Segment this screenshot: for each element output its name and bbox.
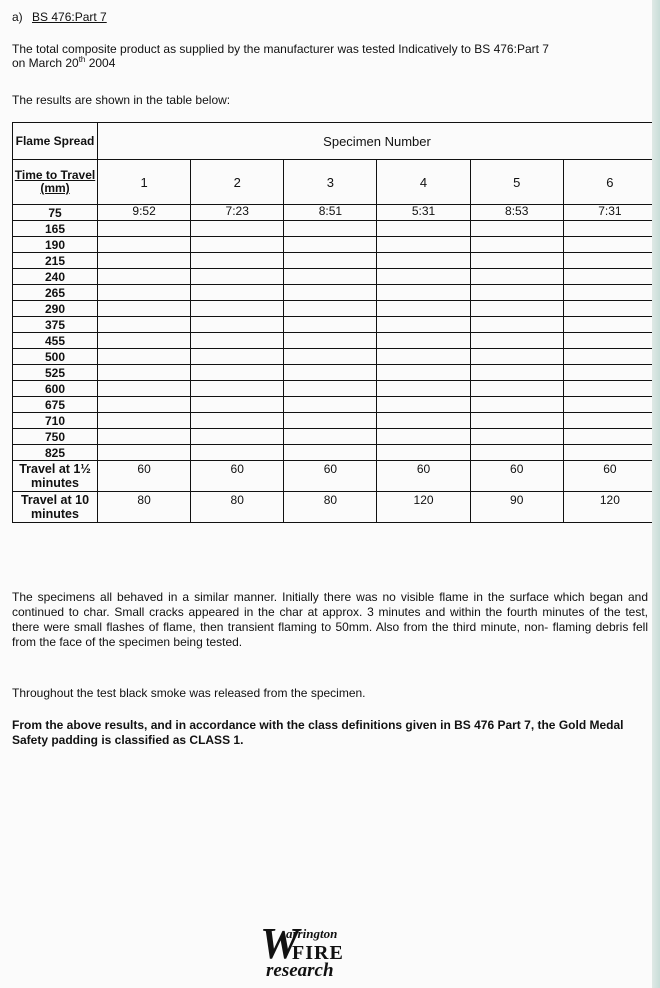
time-value-cell	[470, 269, 563, 285]
observations-paragraph: The specimens all behaved in a similar manner. Initially there was no visible flame in the surface which began and continued to char. Small cracks appeared in the char at approx. 3 minutes and within the fourth minutes of the test, there were small flashes of flame, then transient flaming to 50mm. Also from the third minute, non- flaming debris fell from the face of the specimen being tested.	[12, 590, 648, 649]
time-value-cell	[284, 269, 377, 285]
section-reference: BS 476:Part 7	[32, 10, 107, 24]
summary-value-cell: 80	[284, 492, 377, 523]
time-value-cell	[284, 317, 377, 333]
summary-label-cell: Travel at 1½ minutes	[13, 461, 98, 492]
intro-date-suffix: 2004	[85, 56, 116, 70]
logo-arrington: arrington	[286, 926, 338, 941]
classification-paragraph: From the above results, and in accordance with the class definitions given in BS 476 Part 7, the Gold Medal Safety padding is classified as CLASS 1.	[12, 718, 624, 747]
time-value-cell	[284, 221, 377, 237]
table-row	[13, 317, 657, 333]
table-row	[13, 301, 657, 317]
distance-cell: 190	[13, 237, 98, 253]
time-value-cell: 8:51	[284, 205, 377, 221]
time-value-cell	[191, 301, 284, 317]
time-value-cell: 9:52	[98, 205, 191, 221]
time-value-cell	[563, 365, 656, 381]
time-value-cell	[470, 333, 563, 349]
specimen-number-cell: 4	[377, 160, 470, 205]
time-value-cell	[470, 221, 563, 237]
logo-w: W	[260, 919, 300, 968]
specimen-number-cell: 1	[98, 160, 191, 205]
time-value-cell: 5:31	[377, 205, 470, 221]
time-value-cell	[98, 349, 191, 365]
table-row	[13, 397, 657, 413]
time-value-cell	[284, 397, 377, 413]
logo-fire: FIRE	[292, 942, 344, 964]
time-value-cell	[377, 253, 470, 269]
distance-cell: 710	[13, 413, 98, 429]
time-value-cell	[284, 237, 377, 253]
time-value-cell	[563, 317, 656, 333]
time-value-cell	[563, 285, 656, 301]
time-value-cell	[191, 413, 284, 429]
time-value-cell	[191, 349, 284, 365]
table-header-row	[13, 123, 657, 160]
distance-cell: 750	[13, 429, 98, 445]
time-value-cell: 7:31	[563, 205, 656, 221]
time-value-cell	[98, 317, 191, 333]
table-row	[13, 333, 657, 349]
time-value-cell	[563, 445, 656, 461]
section-label: a)	[12, 10, 23, 24]
distance-cell: 165	[13, 221, 98, 237]
distance-cell: 240	[13, 269, 98, 285]
time-value-cell	[191, 237, 284, 253]
table-row	[13, 365, 657, 381]
time-value-cell	[284, 349, 377, 365]
time-value-cell	[284, 301, 377, 317]
time-value-cell	[98, 333, 191, 349]
time-value-cell	[470, 349, 563, 365]
warrington-fire-research-logo	[258, 919, 380, 982]
time-value-cell	[191, 397, 284, 413]
time-value-cell	[377, 285, 470, 301]
section-heading	[12, 10, 107, 24]
time-value-cell	[191, 253, 284, 269]
time-value-cell	[563, 221, 656, 237]
table-row	[13, 285, 657, 301]
time-value-cell	[98, 285, 191, 301]
time-value-cell	[191, 365, 284, 381]
time-value-cell: 8:53	[470, 205, 563, 221]
time-value-cell	[98, 253, 191, 269]
time-value-cell	[98, 221, 191, 237]
flame-spread-header: Flame Spread	[13, 123, 98, 160]
time-value-cell	[563, 253, 656, 269]
table-row	[13, 429, 657, 445]
table-row	[13, 269, 657, 285]
distance-cell: 825	[13, 445, 98, 461]
specimen-number-row	[13, 160, 657, 205]
summary-value-cell: 60	[191, 461, 284, 492]
time-value-cell	[191, 221, 284, 237]
summary-value-cell: 80	[98, 492, 191, 523]
time-value-cell	[563, 413, 656, 429]
smoke-paragraph: Throughout the test black smoke was released from the specimen.	[12, 686, 366, 700]
time-value-cell	[470, 317, 563, 333]
distance-cell: 375	[13, 317, 98, 333]
table-row	[13, 349, 657, 365]
logo-research: research	[266, 960, 334, 981]
time-value-cell	[377, 397, 470, 413]
time-value-cell	[98, 301, 191, 317]
time-value-cell	[563, 269, 656, 285]
distance-cell: 600	[13, 381, 98, 397]
time-value-cell	[377, 333, 470, 349]
time-value-cell	[284, 429, 377, 445]
results-intro: The results are shown in the table below:	[12, 93, 231, 107]
time-value-cell	[284, 445, 377, 461]
time-value-cell	[470, 253, 563, 269]
summary-label-cell: Travel at 10 minutes	[13, 492, 98, 523]
summary-value-cell: 60	[284, 461, 377, 492]
time-value-cell	[377, 237, 470, 253]
table-row	[13, 205, 657, 221]
distance-cell: 525	[13, 365, 98, 381]
time-value-cell	[470, 413, 563, 429]
summary-value-cell: 120	[377, 492, 470, 523]
time-value-cell	[377, 221, 470, 237]
summary-value-cell: 60	[377, 461, 470, 492]
time-value-cell	[284, 365, 377, 381]
time-value-cell	[563, 237, 656, 253]
time-value-cell	[191, 285, 284, 301]
time-value-cell	[98, 445, 191, 461]
specimen-number-cell: 3	[284, 160, 377, 205]
table-row	[13, 413, 657, 429]
time-value-cell	[470, 381, 563, 397]
time-value-cell	[284, 253, 377, 269]
time-value-cell	[284, 285, 377, 301]
time-value-cell	[191, 333, 284, 349]
summary-row	[13, 492, 657, 523]
time-value-cell	[563, 381, 656, 397]
results-table	[12, 122, 657, 523]
time-value-cell	[98, 365, 191, 381]
time-value-cell	[191, 317, 284, 333]
time-value-cell	[470, 365, 563, 381]
time-value-cell	[470, 285, 563, 301]
time-value-cell	[377, 349, 470, 365]
time-value-cell	[284, 381, 377, 397]
time-value-cell	[284, 413, 377, 429]
time-value-cell	[191, 381, 284, 397]
distance-cell: 675	[13, 397, 98, 413]
time-value-cell	[470, 397, 563, 413]
table-row	[13, 445, 657, 461]
scan-edge	[652, 0, 660, 988]
specimen-number-cell: 6	[563, 160, 656, 205]
time-value-cell	[470, 445, 563, 461]
intro-date-sup: th	[78, 55, 86, 64]
time-value-cell	[563, 397, 656, 413]
table-row	[13, 221, 657, 237]
time-value-cell	[377, 429, 470, 445]
time-value-cell	[98, 397, 191, 413]
intro-line: The total composite product as supplied by the manufacturer was tested Indicatively to BS 476:Part 7	[12, 42, 549, 56]
specimen-number-cell: 2	[191, 160, 284, 205]
time-value-cell	[377, 445, 470, 461]
distance-cell: 500	[13, 349, 98, 365]
time-value-cell	[470, 237, 563, 253]
summary-row	[13, 461, 657, 492]
time-value-cell	[98, 413, 191, 429]
table-row	[13, 237, 657, 253]
time-value-cell	[98, 429, 191, 445]
summary-value-cell: 120	[563, 492, 656, 523]
summary-value-cell: 60	[98, 461, 191, 492]
time-value-cell	[563, 429, 656, 445]
time-value-cell	[377, 365, 470, 381]
time-value-cell	[377, 269, 470, 285]
distance-cell: 75	[13, 205, 98, 221]
distance-cell: 265	[13, 285, 98, 301]
intro-paragraph	[12, 42, 642, 70]
summary-value-cell: 90	[470, 492, 563, 523]
summary-value-cell: 60	[563, 461, 656, 492]
time-value-cell	[191, 445, 284, 461]
time-value-cell	[563, 301, 656, 317]
time-value-cell	[191, 269, 284, 285]
time-value-cell	[377, 413, 470, 429]
time-to-travel-header: Time to Travel (mm)	[13, 160, 98, 205]
time-value-cell	[284, 333, 377, 349]
summary-value-cell: 60	[470, 461, 563, 492]
time-value-cell	[98, 237, 191, 253]
intro-date-prefix: on March 20	[12, 56, 79, 70]
specimen-number-header: Specimen Number	[98, 123, 657, 160]
time-value-cell	[563, 333, 656, 349]
table-row	[13, 253, 657, 269]
time-value-cell	[98, 269, 191, 285]
time-value-cell: 7:23	[191, 205, 284, 221]
time-value-cell	[563, 349, 656, 365]
time-value-cell	[377, 301, 470, 317]
time-value-cell	[377, 317, 470, 333]
table-row	[13, 381, 657, 397]
distance-cell: 215	[13, 253, 98, 269]
summary-value-cell: 80	[191, 492, 284, 523]
time-value-cell	[377, 381, 470, 397]
distance-cell: 455	[13, 333, 98, 349]
time-value-cell	[470, 429, 563, 445]
time-value-cell	[98, 381, 191, 397]
time-value-cell	[470, 301, 563, 317]
distance-cell: 290	[13, 301, 98, 317]
time-value-cell	[191, 429, 284, 445]
specimen-number-cell: 5	[470, 160, 563, 205]
